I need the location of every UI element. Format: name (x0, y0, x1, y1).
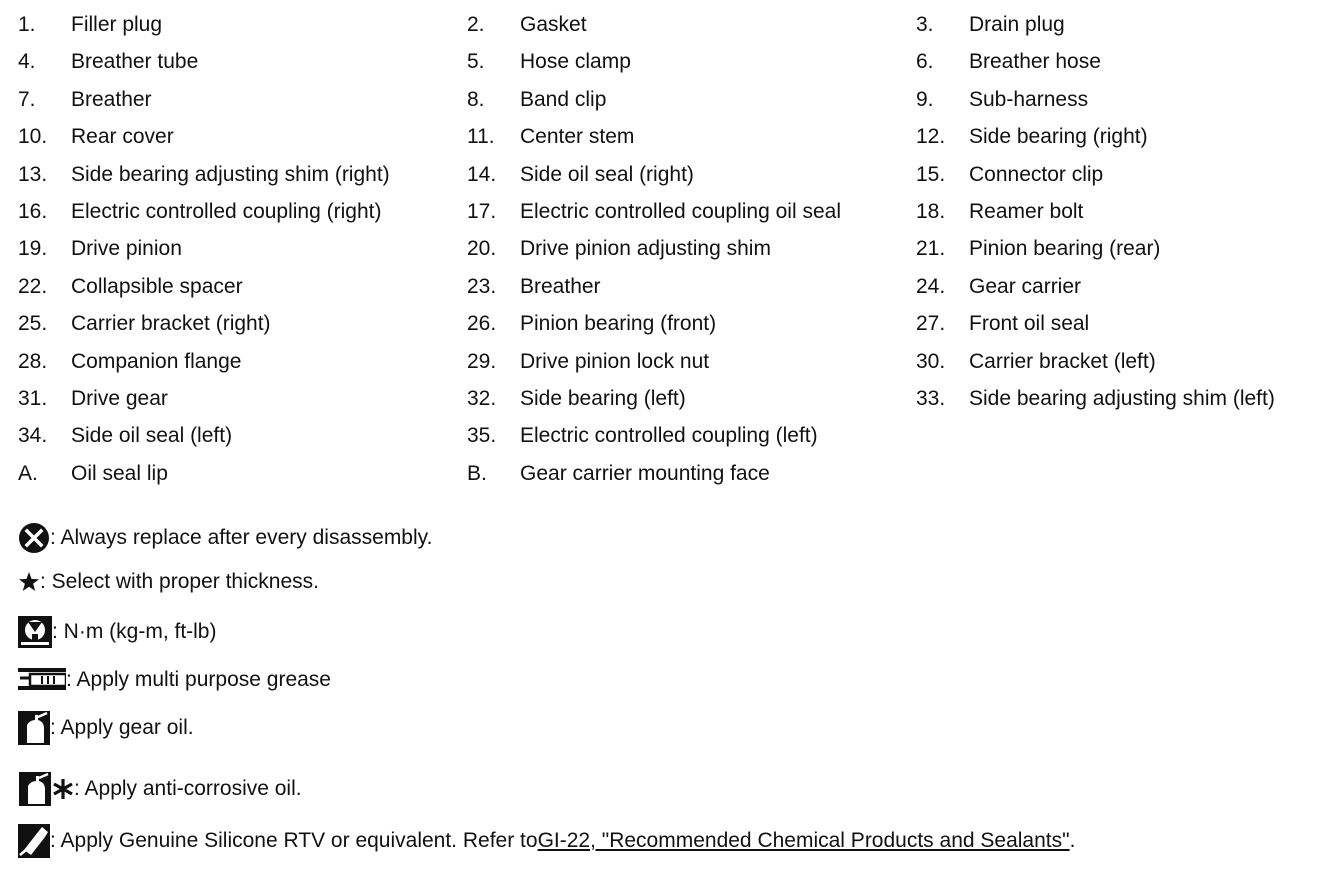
part-number: B. (467, 461, 487, 485)
part-number: 4. (18, 50, 36, 74)
part-item (916, 270, 1081, 307)
part-item (467, 120, 634, 157)
legend-replace-text: : Always replace after every disassembly. (50, 526, 433, 549)
part-name: Carrier bracket (right) (71, 312, 271, 336)
legend-sealant-suffix: . (1069, 829, 1076, 852)
part-item (467, 158, 694, 195)
part-item (467, 419, 818, 456)
legend-gear-oil-text: : Apply gear oil. (50, 716, 194, 739)
part-name: Rear cover (71, 125, 174, 149)
part-item (916, 232, 1160, 269)
part-number: 11. (467, 125, 495, 149)
part-item (467, 83, 606, 120)
part-item (18, 45, 198, 82)
parts-row (18, 232, 1328, 269)
part-name: Oil seal lip (71, 461, 168, 485)
parts-list (18, 8, 1328, 494)
part-item (18, 195, 381, 232)
part-item (18, 457, 168, 494)
part-item (18, 120, 174, 157)
parts-row (18, 83, 1328, 120)
part-name: Hose clamp (520, 50, 631, 74)
part-name: Side oil seal (left) (71, 424, 233, 448)
oil-can-icon (18, 711, 50, 745)
part-item (18, 345, 241, 382)
legend-select-text: : Select with proper thickness. (40, 570, 319, 593)
part-name: Breather tube (71, 50, 199, 74)
sealant-tube-icon (18, 824, 50, 858)
part-name: Center stem (520, 125, 635, 149)
part-item (18, 307, 271, 344)
part-name: Companion flange (71, 349, 242, 373)
part-item (467, 232, 771, 269)
legend-replace (18, 522, 432, 554)
parts-row (18, 158, 1328, 195)
part-name: Gear carrier mounting face (520, 461, 770, 485)
part-item (18, 158, 390, 195)
replace-x-circle-icon (18, 522, 50, 554)
part-number: 8. (467, 87, 485, 111)
part-name: Electric controlled coupling (right) (71, 199, 382, 223)
sealant-reference-link[interactable]: GI-22, "Recommended Chemical Products and Sealants" (537, 829, 1070, 852)
part-item (467, 457, 770, 494)
part-item (916, 158, 1103, 195)
part-number: 16. (18, 199, 48, 223)
part-item (467, 382, 686, 419)
part-name: Drive pinion adjusting shim (520, 237, 771, 261)
legend-sealant (18, 824, 1075, 858)
part-item (467, 8, 587, 45)
parts-row (18, 419, 1328, 456)
part-number: 26. (467, 312, 497, 336)
parts-row (18, 120, 1328, 157)
part-number: 9. (916, 87, 934, 111)
part-item (916, 382, 1275, 419)
part-number: 31. (18, 386, 48, 410)
part-name: Drive pinion (71, 237, 182, 261)
part-name: Drive pinion lock nut (520, 349, 710, 373)
part-number: A. (18, 461, 38, 485)
parts-row (18, 8, 1328, 45)
part-number: 12. (916, 125, 946, 149)
part-number: 6. (916, 50, 934, 74)
oil-can-asterisk-icon (18, 772, 74, 806)
part-number: 23. (467, 274, 497, 298)
part-name: Gasket (520, 13, 587, 36)
parts-row (18, 457, 1328, 494)
part-number: 14. (467, 162, 497, 186)
part-name: Gear carrier (969, 274, 1082, 298)
part-number: 3. (916, 13, 934, 36)
part-name: Side bearing adjusting shim (right) (71, 162, 390, 186)
star-icon (18, 571, 40, 593)
part-item (916, 307, 1089, 344)
part-item (467, 307, 716, 344)
legend-torque (18, 616, 216, 648)
part-name: Filler plug (71, 13, 163, 36)
part-item (916, 8, 1065, 45)
parts-row (18, 345, 1328, 382)
part-number: 17. (467, 199, 497, 223)
part-name: Breather (71, 87, 152, 111)
part-number: 7. (18, 87, 36, 111)
part-item (467, 270, 601, 307)
legend-grease-text: : Apply multi purpose grease (66, 668, 331, 691)
part-name: Side bearing (left) (520, 386, 686, 410)
part-number: 21. (916, 237, 946, 261)
part-number: 13. (18, 162, 48, 186)
legend-anti-corrosive-text: : Apply anti-corrosive oil. (74, 777, 302, 800)
part-number: 29. (467, 349, 497, 373)
part-item (18, 8, 162, 45)
part-number: 34. (18, 424, 48, 448)
part-number: 22. (18, 274, 48, 298)
parts-row (18, 195, 1328, 232)
part-item (467, 45, 631, 82)
part-number: 27. (916, 312, 946, 336)
part-name: Pinion bearing (front) (520, 312, 717, 336)
part-number: 18. (916, 199, 946, 223)
part-name: Side oil seal (right) (520, 162, 694, 186)
parts-row (18, 270, 1328, 307)
legend-torque-text: : N·m (kg-m, ft-lb) (52, 620, 217, 643)
part-name: Side bearing (right) (969, 125, 1148, 149)
legend-sealant-text: : Apply Genuine Silicone RTV or equivalent. Refer to (50, 829, 538, 852)
part-item (916, 83, 1088, 120)
part-item (467, 195, 841, 232)
part-number: 10. (18, 125, 48, 149)
parts-row (18, 382, 1328, 419)
part-item (18, 232, 182, 269)
part-number: 32. (467, 386, 497, 410)
part-number: 30. (916, 349, 946, 373)
part-item (916, 345, 1156, 382)
part-item (916, 45, 1101, 82)
part-item (916, 120, 1148, 157)
part-number: 35. (467, 424, 497, 448)
part-item (916, 195, 1083, 232)
part-name: Breather hose (969, 50, 1101, 74)
part-name: Electric controlled coupling oil seal (520, 199, 841, 223)
part-item (18, 83, 152, 120)
part-name: Connector clip (969, 162, 1104, 186)
part-number: 2. (467, 13, 485, 36)
part-number: 20. (467, 237, 497, 261)
part-name: Side bearing adjusting shim (left) (969, 386, 1275, 410)
torque-wrench-icon (18, 616, 52, 648)
part-name: Front oil seal (969, 312, 1090, 336)
part-name: Sub-harness (969, 87, 1089, 111)
legend-grease (18, 668, 331, 692)
part-number: 15. (916, 162, 946, 186)
parts-row (18, 45, 1328, 82)
part-item (467, 345, 709, 382)
parts-row (18, 307, 1328, 344)
part-item (18, 419, 232, 456)
part-number: 1. (18, 13, 36, 36)
part-name: Drain plug (969, 13, 1065, 36)
part-number: 28. (18, 349, 48, 373)
grease-gun-icon (18, 668, 66, 692)
part-name: Drive gear (71, 386, 168, 410)
part-number: 19. (18, 237, 48, 261)
part-number: 5. (467, 50, 485, 74)
part-name: Breather (520, 274, 601, 298)
legend-select (18, 570, 319, 594)
part-name: Pinion bearing (rear) (969, 237, 1161, 261)
part-item (18, 382, 168, 419)
legend-gear-oil (18, 711, 194, 745)
legend-anti-corrosive (18, 772, 302, 806)
part-number: 24. (916, 274, 946, 298)
part-name: Band clip (520, 87, 607, 111)
part-name: Carrier bracket (left) (969, 349, 1156, 373)
part-name: Reamer bolt (969, 199, 1084, 223)
part-name: Electric controlled coupling (left) (520, 424, 818, 448)
part-item (18, 270, 243, 307)
part-number: 33. (916, 386, 946, 410)
part-name: Collapsible spacer (71, 274, 243, 298)
part-number: 25. (18, 312, 48, 336)
